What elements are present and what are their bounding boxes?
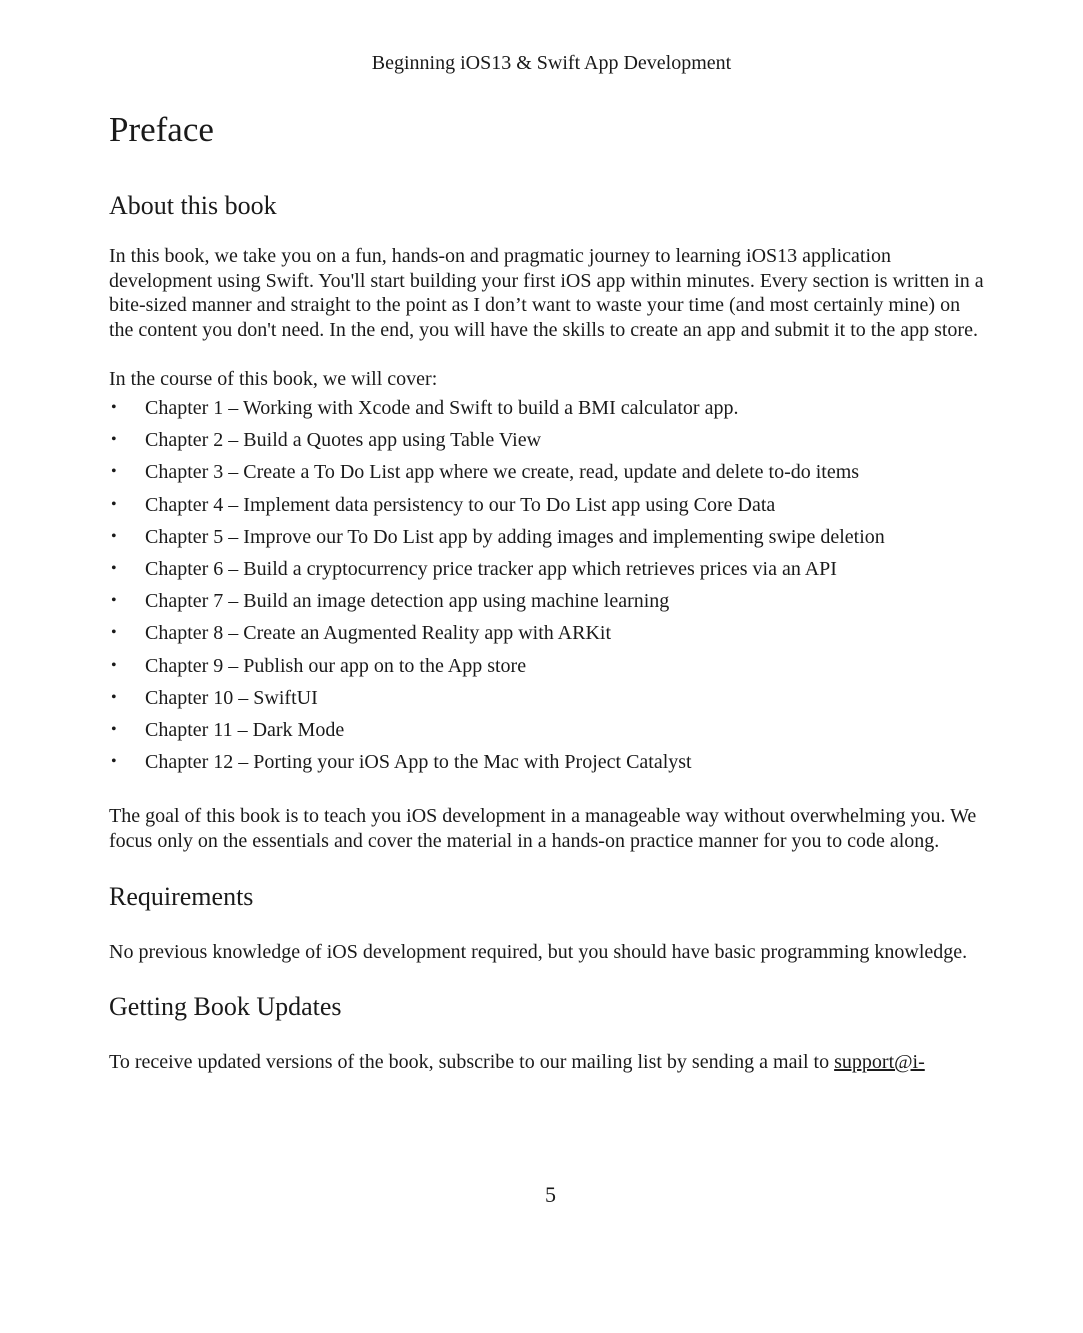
chapter-label: Chapter 12 – Porting your iOS App to the Mac with Project Catalyst [145, 751, 692, 774]
support-email-link[interactable]: support@i- [834, 1051, 925, 1074]
section-heading-requirements: Requirements [109, 881, 254, 911]
chapter-label: Chapter 2 – Build a Quotes app using Table View [145, 429, 542, 452]
list-item [109, 489, 989, 521]
chapter-label: Chapter 8 – Create an Augmented Reality app with ARKit [145, 622, 612, 645]
chapter-label: Chapter 10 – SwiftUI [145, 686, 318, 709]
list-item [109, 746, 989, 778]
list-item [109, 650, 989, 682]
bullet-icon: • [111, 527, 117, 545]
list-item [109, 424, 989, 456]
chapter-label: Chapter 11 – Dark Mode [145, 719, 345, 741]
bullet-icon: • [111, 495, 117, 513]
bullet-icon: • [111, 753, 117, 771]
updates-text: To receive updated versions of the book, subscribe to our mailing list by sending a mail to [109, 1051, 835, 1074]
chapter-label: Chapter 3 – Create a To Do List app where we create, read, update and delete to-do items [145, 461, 860, 484]
bullet-icon: • [111, 398, 117, 416]
list-item [109, 682, 989, 714]
chapter-label: Chapter 1 – Working with Xcode and Swift to build a BMI calculator app. [145, 396, 739, 419]
bullet-icon: • [111, 431, 117, 449]
bullet-icon: • [111, 624, 117, 642]
page-title: Preface [109, 110, 214, 149]
chapter-label: Chapter 9 – Publish our app on to the App store [145, 654, 527, 677]
bullet-icon: • [111, 592, 117, 610]
bullet-icon: • [111, 688, 117, 706]
page-number: 5 [545, 1182, 556, 1207]
list-item [109, 553, 989, 585]
bullet-icon: • [111, 721, 117, 738]
list-item [109, 456, 989, 488]
chapter-label: Chapter 6 – Build a cryptocurrency price tracker app which retrieves prices via an API [145, 557, 837, 580]
list-item [109, 392, 989, 424]
list-item [109, 617, 989, 649]
bullet-icon: • [111, 463, 117, 481]
chapter-label: Chapter 4 – Implement data persistency to our To Do List app using Core Data [145, 493, 776, 516]
about-paragraph: In this book, we take you on a fun, hands-on and pragmatic journey to learning iOS13 application development using Swift. You'll start building your first iOS app within minutes. Every section is written in a bite-sized manner and straight to the point as I don’t want to waste your time (and most certainly mine) on the content you don't need. In the end, you will have the skills to create an app and submit it to the app store. [109, 245, 984, 341]
section-heading-updates: Getting Book Updates [109, 992, 342, 1022]
chapter-list [109, 392, 989, 778]
list-item [109, 521, 989, 553]
list-item [109, 585, 989, 617]
bullet-icon: • [111, 559, 117, 577]
bullet-icon: • [111, 656, 117, 674]
running-header: Beginning iOS13 & Swift App Development [371, 52, 732, 74]
requirements-paragraph: No previous knowledge of iOS development required, but you should have basic programming knowledge. [109, 940, 968, 963]
updates-paragraph [109, 1050, 989, 1075]
page-content [109, 108, 989, 1075]
list-item [109, 714, 989, 746]
goal-paragraph: The goal of this book is to teach you iOS development in a manageable way without overwhelming you. We focus only on the essentials and cover the material in a hands-on practice manner for you to code along. [109, 805, 977, 852]
course-intro: In the course of this book, we will cover: [109, 368, 438, 391]
chapter-label: Chapter 7 – Build an image detection app using machine learning [145, 590, 670, 613]
chapter-label: Chapter 5 – Improve our To Do List app by adding images and implementing swipe deletion [145, 525, 885, 548]
section-heading-about: About this book [109, 191, 277, 220]
